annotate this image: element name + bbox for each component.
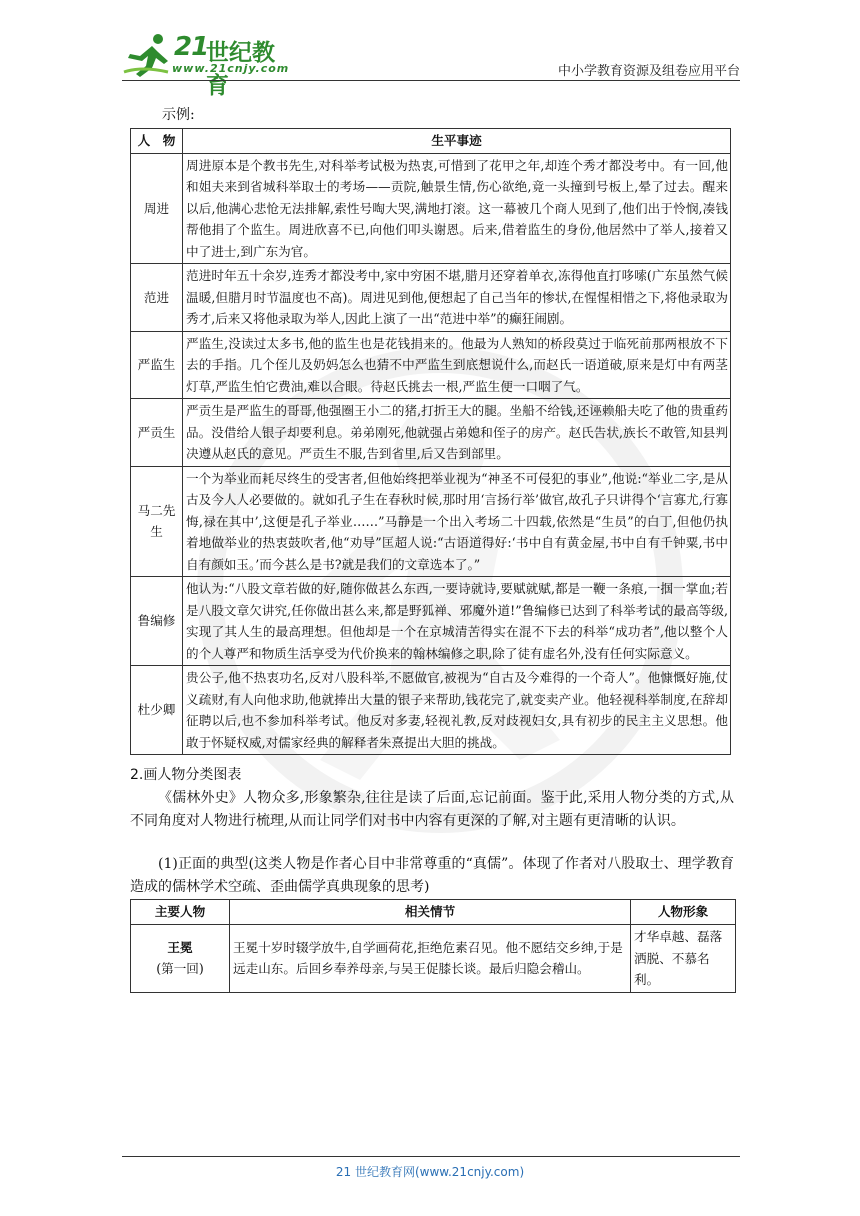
character-name: 严贡生 bbox=[131, 399, 183, 467]
logo-number: 21 bbox=[174, 32, 209, 62]
header-character: 人 物 bbox=[131, 129, 183, 154]
character-name: 马二先生 bbox=[131, 466, 183, 577]
platform-name: 中小学教育资源及组卷应用平台 bbox=[557, 64, 740, 79]
character-deeds: 他认为:“八股文章若做的好,随你做甚么东西,一要诗就诗,要赋就赋,都是一鞭一条痕,一掴一掌血;若是八股文章欠讲究,任你做出甚么来,都是野狐禅、邪魔外道!”鲁编修已达到了科举考试的最高等级,实现了其人生的最高理想。但他却是一个在京城清苦得实在混不下去的科举“成功者”,他以整个人的个人尊严和物质生活享受为代价换来的翰林编修之职,除了徒有虚名外,没有任何实际意义。 bbox=[183, 577, 731, 666]
table-row bbox=[131, 577, 731, 666]
section-title: 2.画人物分类图表 bbox=[130, 767, 242, 783]
character-name: 严监生 bbox=[131, 331, 183, 399]
header-main-character: 主要人物 bbox=[131, 900, 230, 925]
table-row bbox=[131, 264, 731, 332]
character-image-text: 才华卓越、磊落洒脱、不慕名利。 bbox=[631, 925, 736, 993]
character-deeds: 贵公子,他不热衷功名,反对八股科举,不愿做官,被视为“自古及今难得的一个奇人”。他慷慨好施,仗义疏财,有人向他求助,他就捧出大量的银子来帮助,钱花完了,就变卖产业。他轻视科举制度,在辞却征聘以后,也不参加科举考试。他反对多妻,轻视礼教,反对歧视妇女,具有初步的民主主义思想。他敢于怀疑权威,对儒家经典的解释者朱熹提出大胆的挑战。 bbox=[183, 666, 731, 755]
logo-url: www.21cnjy.com bbox=[172, 62, 290, 75]
table-row bbox=[131, 399, 731, 467]
site-logo[interactable] bbox=[122, 30, 297, 99]
character-deeds: 一个为举业而耗尽终生的受害者,但他始终把举业视为“神圣不可侵犯的事业”,他说:“举业二字,是从古及今人人必要做的。就如孔子生在春秋时候,那时用‘言扬行举’做官,故孔子只讲得个‘言寡尤,行寡悔,禄在其中’,这便是孔子举业……”马静是一个出入考场二十四载,依然是“生员”的白丁,但他仍执着地做举业的热衷鼓吹者,他“劝导”匡超人说:“古语道得好:‘书中自有黄金屋,书中自有千钟粟,书中自有颜如玉。’而今甚么是书?就是我们的文章选本了。” bbox=[183, 466, 731, 577]
footer-link[interactable]: 21 世纪教育网(www.21cnjy.com) bbox=[335, 1165, 525, 1179]
table-row bbox=[131, 925, 736, 993]
table-row bbox=[131, 466, 731, 577]
page-header bbox=[122, 30, 740, 99]
runner-logo-icon bbox=[122, 32, 174, 78]
table-row bbox=[131, 666, 731, 755]
main-character-name: 王冕 bbox=[167, 939, 193, 955]
character-name: 周进 bbox=[131, 153, 183, 264]
header-plot: 相关情节 bbox=[230, 900, 631, 925]
table-header-row bbox=[131, 129, 731, 154]
chapter-label: (第一回) bbox=[156, 961, 204, 977]
main-character-cell bbox=[131, 925, 230, 993]
table-row bbox=[131, 331, 731, 399]
header-deeds: 生平事迹 bbox=[183, 129, 731, 154]
example-label: 示例: bbox=[162, 107, 195, 123]
character-deeds: 严贡生是严监生的哥哥,他强圈王小二的猪,打折王大的腿。坐船不给钱,还诬赖船夫吃了他的贵重药品。没借给人银子却要利息。弟弟刚死,他就强占弟媳和侄子的房产。赵氏告状,族长不敢管,知县判决遵从赵氏的意见。严贡生不服,告到省里,后又告到部里。 bbox=[183, 399, 731, 467]
footer-divider bbox=[122, 1156, 740, 1157]
character-name: 范进 bbox=[131, 264, 183, 332]
character-deeds-table bbox=[130, 128, 731, 755]
table-row bbox=[131, 153, 731, 264]
character-name: 杜少卿 bbox=[131, 666, 183, 755]
header-divider bbox=[122, 80, 740, 81]
character-deeds: 严监生,没读过太多书,他的监生也是花钱捐来的。他最为人熟知的桥段莫过于临死前那两根放不下去的手指。几个侄儿及奶妈怎么也猜不中严监生到底想说什么,而赵氏一语道破,原来是灯中有两茎灯草,严监生怕它费油,难以合眼。待赵氏挑去一根,严监生便一口咽了气。 bbox=[183, 331, 731, 399]
table-header-row bbox=[131, 900, 736, 925]
positive-characters-table bbox=[130, 899, 736, 993]
logo-name: 世纪教育 bbox=[206, 40, 275, 99]
header-character-image: 人物形象 bbox=[631, 900, 736, 925]
section-paragraph: 《儒林外史》人物众多,形象繁杂,往往是读了后面,忘记前面。鉴于此,采用人物分类的方式,从不同角度对人物进行梳理,从而让同学们对书中内容有更深的了解,对主题有更清晰的认识。 bbox=[130, 790, 734, 829]
character-name: 鲁编修 bbox=[131, 577, 183, 666]
character-deeds: 周进原本是个教书先生,对科举考试极为热衷,可惜到了花甲之年,却连个秀才都没考中。有一回,他和姐夫来到省城科举取士的考场——贡院,触景生情,伤心欲绝,竟一头撞到号板上,晕了过去。醒来以后,他满心悲怆无法排解,索性号啕大哭,满地打滚。这一幕被几个商人见到了,他们出于怜悯,凑钱帮他捐了个监生。周进欣喜不已,向他们叩头谢恩。后来,借着监生的身份,他居然中了举人,接着又中了进士,到广东为官。 bbox=[183, 153, 731, 264]
plot-text: 王冕十岁时辍学放牛,自学画荷花,拒绝危素召见。他不愿结交乡绅,于是远走山东。后回乡奉养母亲,与吴王促膝长谈。最后归隐会稽山。 bbox=[230, 925, 631, 993]
character-deeds: 范进时年五十余岁,连秀才都没考中,家中穷困不堪,腊月还穿着单衣,冻得他直打哆嗦(广东虽然气候温暖,但腊月时节温度也不高)。周进见到他,便想起了自己当年的惨状,在惺惺相惜之下,将他录取为秀才,后来又将他录取为举人,因此上演了一出“范进中举”的癫狂闹剧。 bbox=[183, 264, 731, 332]
section-paragraph: (1)正面的典型(这类人物是作者心目中非常尊重的“真儒”。体现了作者对八股取士、理学教育造成的儒林学术空疏、歪曲儒学真典现象的思考) bbox=[130, 856, 734, 895]
